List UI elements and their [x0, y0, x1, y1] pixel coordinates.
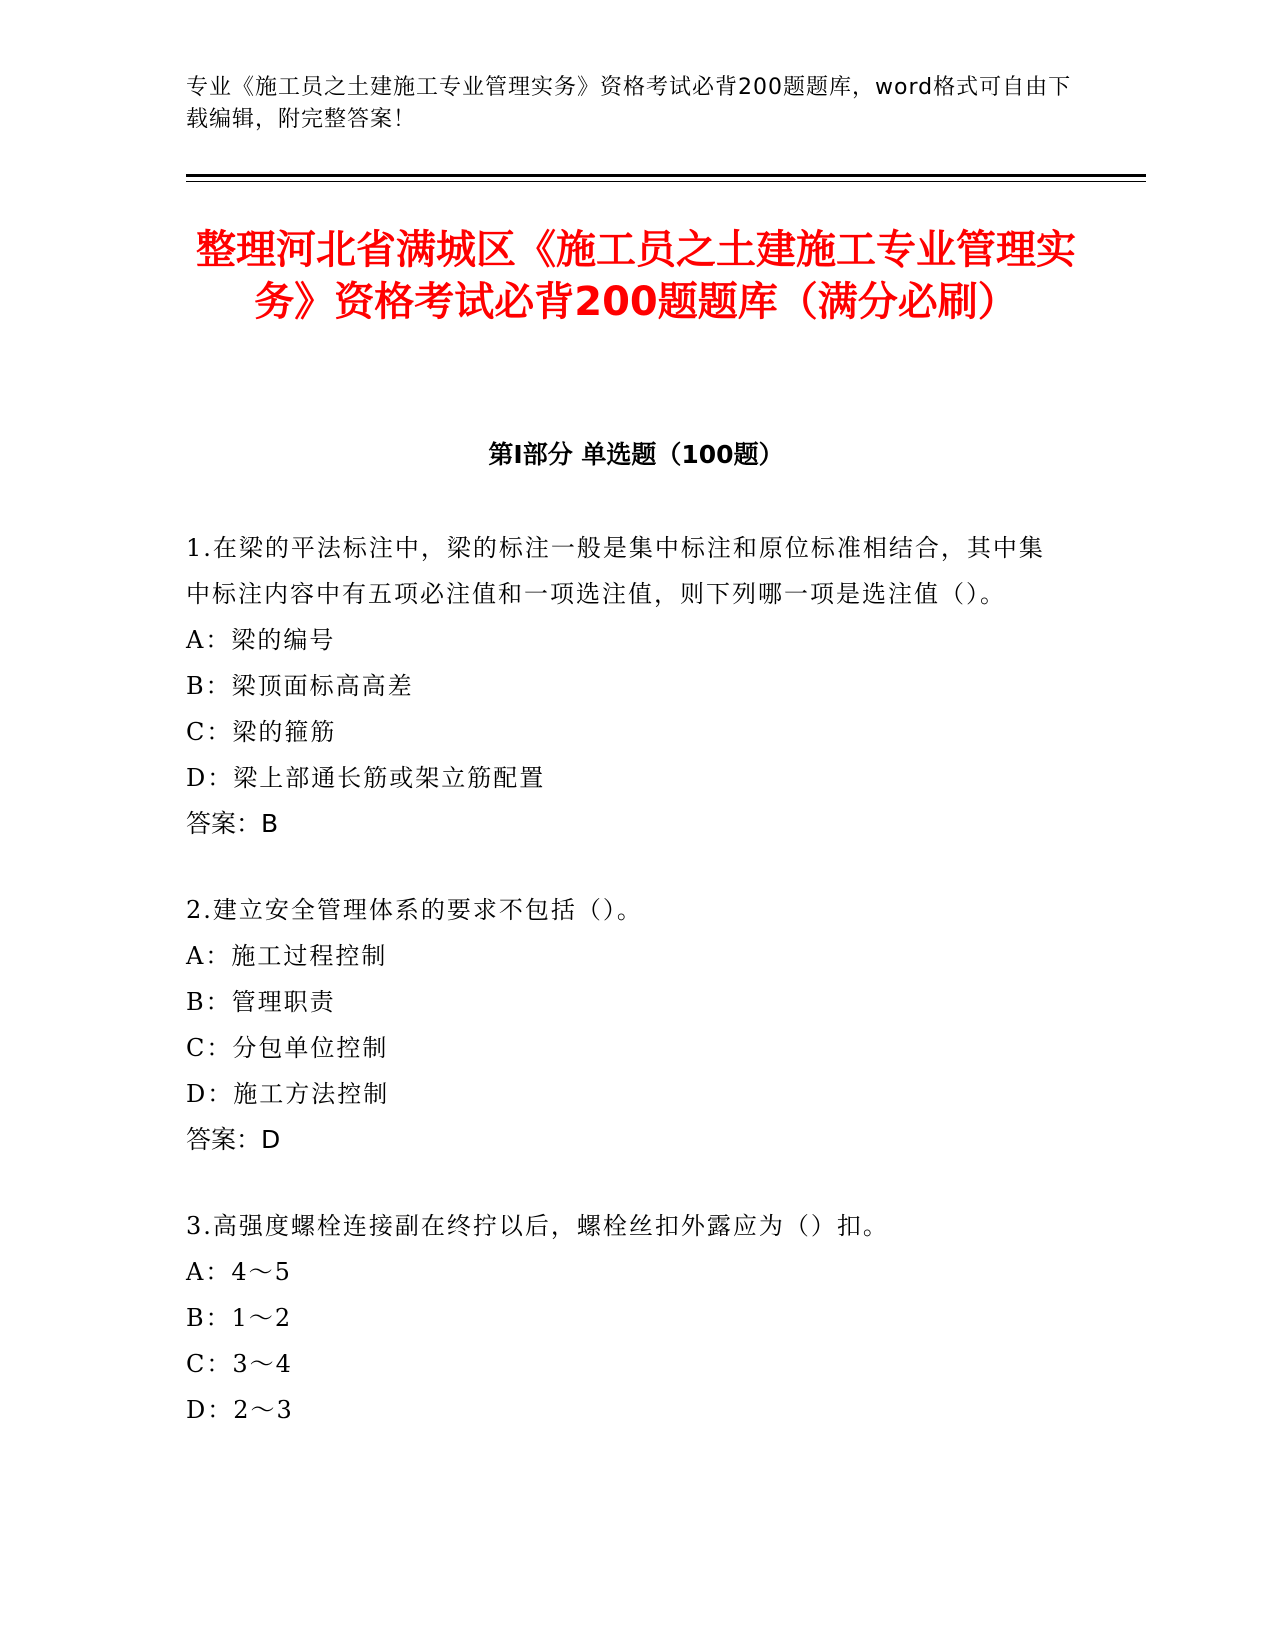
answer: 答案：B — [186, 809, 279, 838]
option-c: C：分包单位控制 — [186, 1034, 389, 1062]
section-title: 第I部分 单选题（100题） — [488, 440, 784, 469]
header-rule-thick — [186, 174, 1146, 177]
question-2 — [186, 887, 1066, 1163]
option-b: B：管理职责 — [186, 988, 336, 1016]
option-c: C：3～4 — [186, 1350, 293, 1378]
question-stem: 3.高强度螺栓连接副在终拧以后，螺栓丝扣外露应为（）扣。 — [186, 1212, 889, 1240]
document-title: 整理河北省满城区《施工员之土建施工专业管理实务》资格考试必背200题题库（满分必刷） — [196, 227, 1076, 325]
option-d: D：梁上部通长筋或架立筋配置 — [186, 764, 546, 792]
question-3 — [186, 1203, 1066, 1433]
option-a: A：4～5 — [186, 1258, 292, 1286]
question-stem: 1.在梁的平法标注中，梁的标注一般是集中标注和原位标准相结合，其中集中标注内容中有五项必注值和一项选注值，则下列哪一项是选注值（）。 — [186, 534, 1045, 608]
option-d: D：施工方法控制 — [186, 1080, 390, 1108]
option-b: B：1～2 — [186, 1304, 293, 1332]
question-stem: 2.建立安全管理体系的要求不包括（）。 — [186, 896, 643, 924]
header-note: 专业《施工员之土建施工专业管理实务》资格考试必背200题题库，word格式可自由下载编辑，附完整答案！ — [186, 75, 1072, 132]
answer: 答案：D — [186, 1125, 281, 1154]
option-d: D：2～3 — [186, 1396, 294, 1424]
option-b: B：梁顶面标高高差 — [186, 672, 414, 700]
option-a: A：梁的编号 — [186, 626, 336, 654]
option-c: C：梁的箍筋 — [186, 718, 337, 746]
option-a: A：施工过程控制 — [186, 942, 388, 970]
question-1 — [186, 525, 1066, 847]
question-list — [186, 525, 1066, 1473]
header-rule-thin — [186, 181, 1146, 182]
